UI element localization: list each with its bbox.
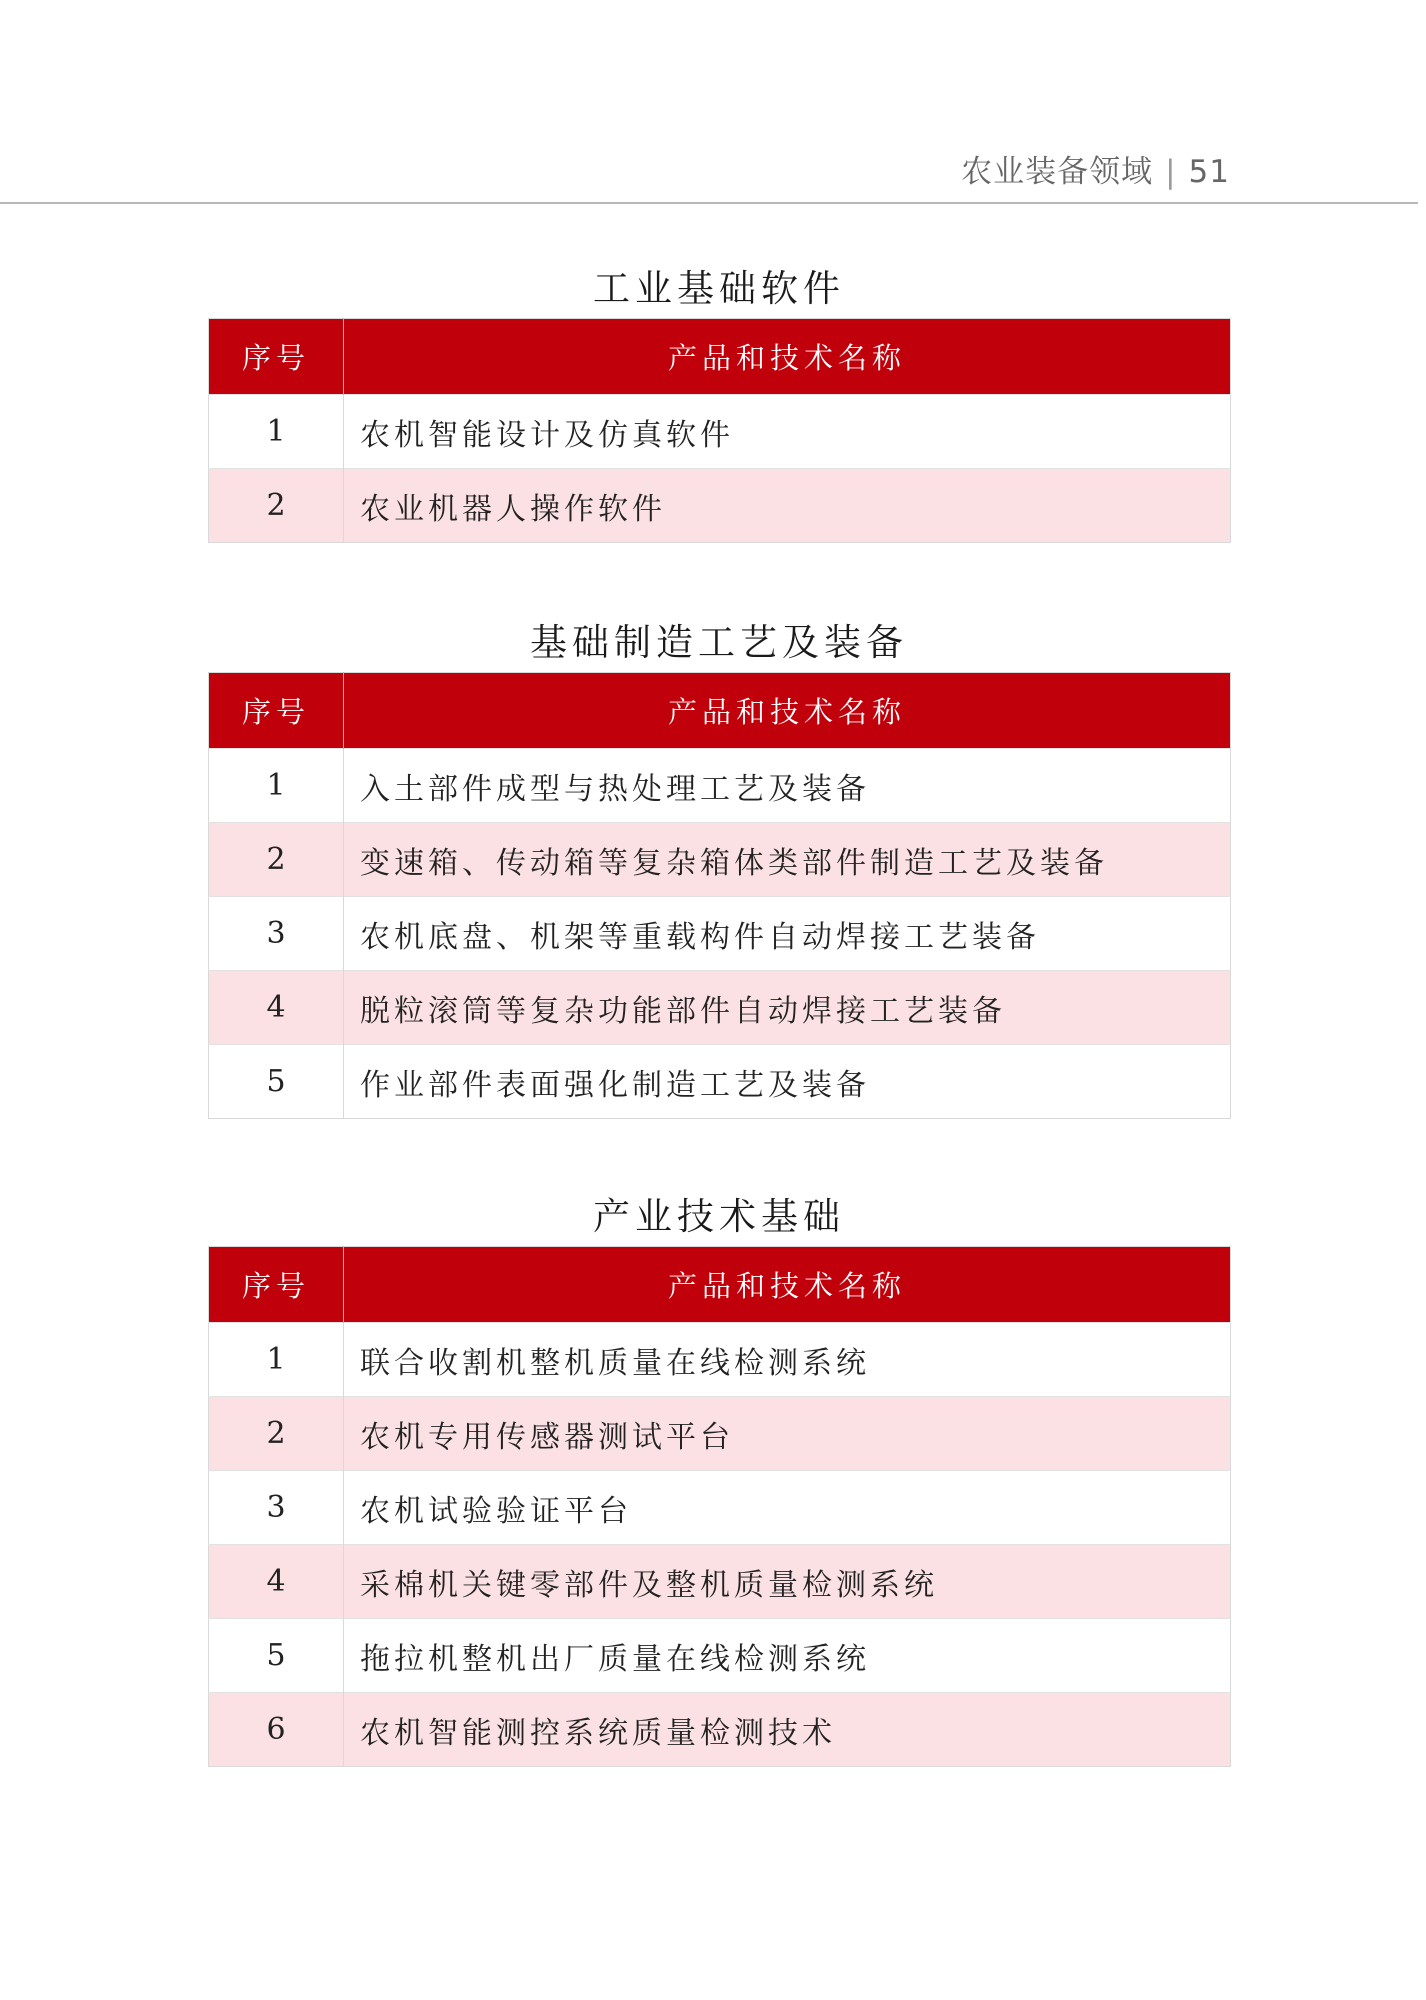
column-header-seq: 序号 [209,1247,344,1323]
section-title: 工业基础软件 [593,267,845,310]
row-seq: 2 [209,469,344,543]
table-row [209,749,1231,823]
table-row [209,1619,1231,1693]
row-name: 联合收割机整机质量在线检测系统 [344,1323,1231,1397]
row-seq: 2 [209,1397,344,1471]
product-table [208,672,1231,1119]
section-manufacturing-process [208,614,1230,1119]
column-header-name: 产品和技术名称 [344,673,1231,749]
running-header [961,146,1230,191]
page-header [0,138,1418,204]
row-seq: 4 [209,1545,344,1619]
row-seq: 3 [209,897,344,971]
row-name: 农机试验验证平台 [344,1471,1231,1545]
section-title: 基础制造工艺及装备 [530,621,908,664]
row-seq: 5 [209,1045,344,1119]
column-header-seq: 序号 [209,319,344,395]
table-row [209,971,1231,1045]
column-header-seq: 序号 [209,673,344,749]
table-row [209,1397,1231,1471]
page-number: 51 [1188,154,1230,190]
row-name: 变速箱、传动箱等复杂箱体类部件制造工艺及装备 [344,823,1231,897]
row-name: 农机智能测控系统质量检测技术 [344,1693,1231,1767]
table-row [209,1471,1231,1545]
row-seq: 1 [209,1323,344,1397]
column-header-name: 产品和技术名称 [344,1247,1231,1323]
table-header-row [209,319,1231,395]
table-row [209,897,1231,971]
row-name: 采棉机关键零部件及整机质量检测系统 [344,1545,1231,1619]
section-industrial-software [208,260,1230,543]
table-row [209,1045,1231,1119]
table-row [209,395,1231,469]
row-name: 农业机器人操作软件 [344,469,1231,543]
row-seq: 5 [209,1619,344,1693]
row-seq: 1 [209,749,344,823]
row-name: 作业部件表面强化制造工艺及装备 [344,1045,1231,1119]
table-row [209,1693,1231,1767]
table-row [209,823,1231,897]
header-separator: | [1165,154,1177,190]
column-header-name: 产品和技术名称 [344,319,1231,395]
row-seq: 3 [209,1471,344,1545]
table-row [209,1545,1231,1619]
row-seq: 1 [209,395,344,469]
table-header-row [209,673,1231,749]
row-seq: 6 [209,1693,344,1767]
row-name: 入土部件成型与热处理工艺及装备 [344,749,1231,823]
table-row [209,1323,1231,1397]
row-name: 农机智能设计及仿真软件 [344,395,1231,469]
section-name: 农业装备领域 [961,154,1154,190]
product-table [208,1246,1231,1767]
row-name: 拖拉机整机出厂质量在线检测系统 [344,1619,1231,1693]
section-title: 产业技术基础 [593,1195,845,1238]
product-table [208,318,1231,543]
table-header-row [209,1247,1231,1323]
row-seq: 2 [209,823,344,897]
row-name: 农机专用传感器测试平台 [344,1397,1231,1471]
table-row [209,469,1231,543]
row-name: 农机底盘、机架等重载构件自动焊接工艺装备 [344,897,1231,971]
row-seq: 4 [209,971,344,1045]
row-name: 脱粒滚筒等复杂功能部件自动焊接工艺装备 [344,971,1231,1045]
section-industrial-technology [208,1188,1230,1767]
